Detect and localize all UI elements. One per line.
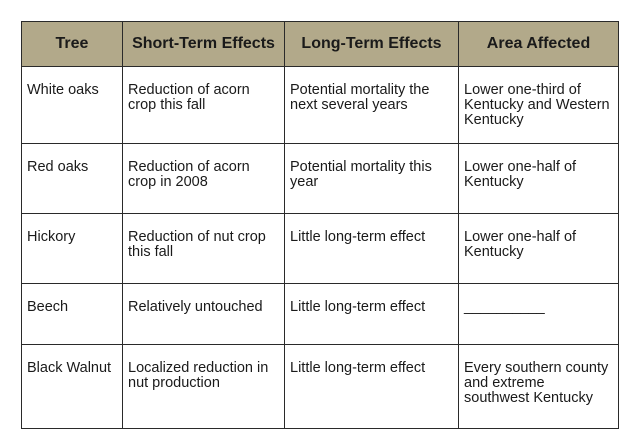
cell-tree: Hickory	[22, 214, 123, 284]
cell-tree: White oaks	[22, 67, 123, 144]
cell-short-term: Reduction of acorn crop in 2008	[123, 144, 285, 214]
cell-area: Lower one-third of Kentucky and Western Kentucky	[459, 67, 619, 144]
cell-area: Every southern county and extreme southwest Kentucky	[459, 344, 619, 428]
tree-effects-table	[21, 21, 619, 429]
cell-area: Lower one-half of Kentucky	[459, 144, 619, 214]
cell-long-term: Little long-term effect	[285, 283, 459, 344]
cell-long-term: Potential mortality the next several years	[285, 67, 459, 144]
cell-tree: Beech	[22, 283, 123, 344]
cell-area: Lower one-half of Kentucky	[459, 214, 619, 284]
cell-short-term: Reduction of acorn crop this fall	[123, 67, 285, 144]
cell-tree: Black Walnut	[22, 344, 123, 428]
cell-long-term: Potential mortality this year	[285, 144, 459, 214]
table-row	[22, 67, 619, 144]
table-row	[22, 283, 619, 344]
table-row	[22, 344, 619, 428]
header-row	[22, 22, 619, 67]
table-row	[22, 144, 619, 214]
cell-long-term: Little long-term effect	[285, 344, 459, 428]
table-row	[22, 214, 619, 284]
header-area-affected: Area Affected	[459, 22, 619, 67]
cell-short-term: Relatively untouched	[123, 283, 285, 344]
cell-long-term: Little long-term effect	[285, 214, 459, 284]
cell-tree: Red oaks	[22, 144, 123, 214]
cell-short-term: Localized reduction in nut production	[123, 344, 285, 428]
header-short-term-effects: Short-Term Effects	[123, 22, 285, 67]
cell-area: __________	[459, 283, 619, 344]
header-long-term-effects: Long-Term Effects	[285, 22, 459, 67]
cell-short-term: Reduction of nut crop this fall	[123, 214, 285, 284]
header-tree: Tree	[22, 22, 123, 67]
